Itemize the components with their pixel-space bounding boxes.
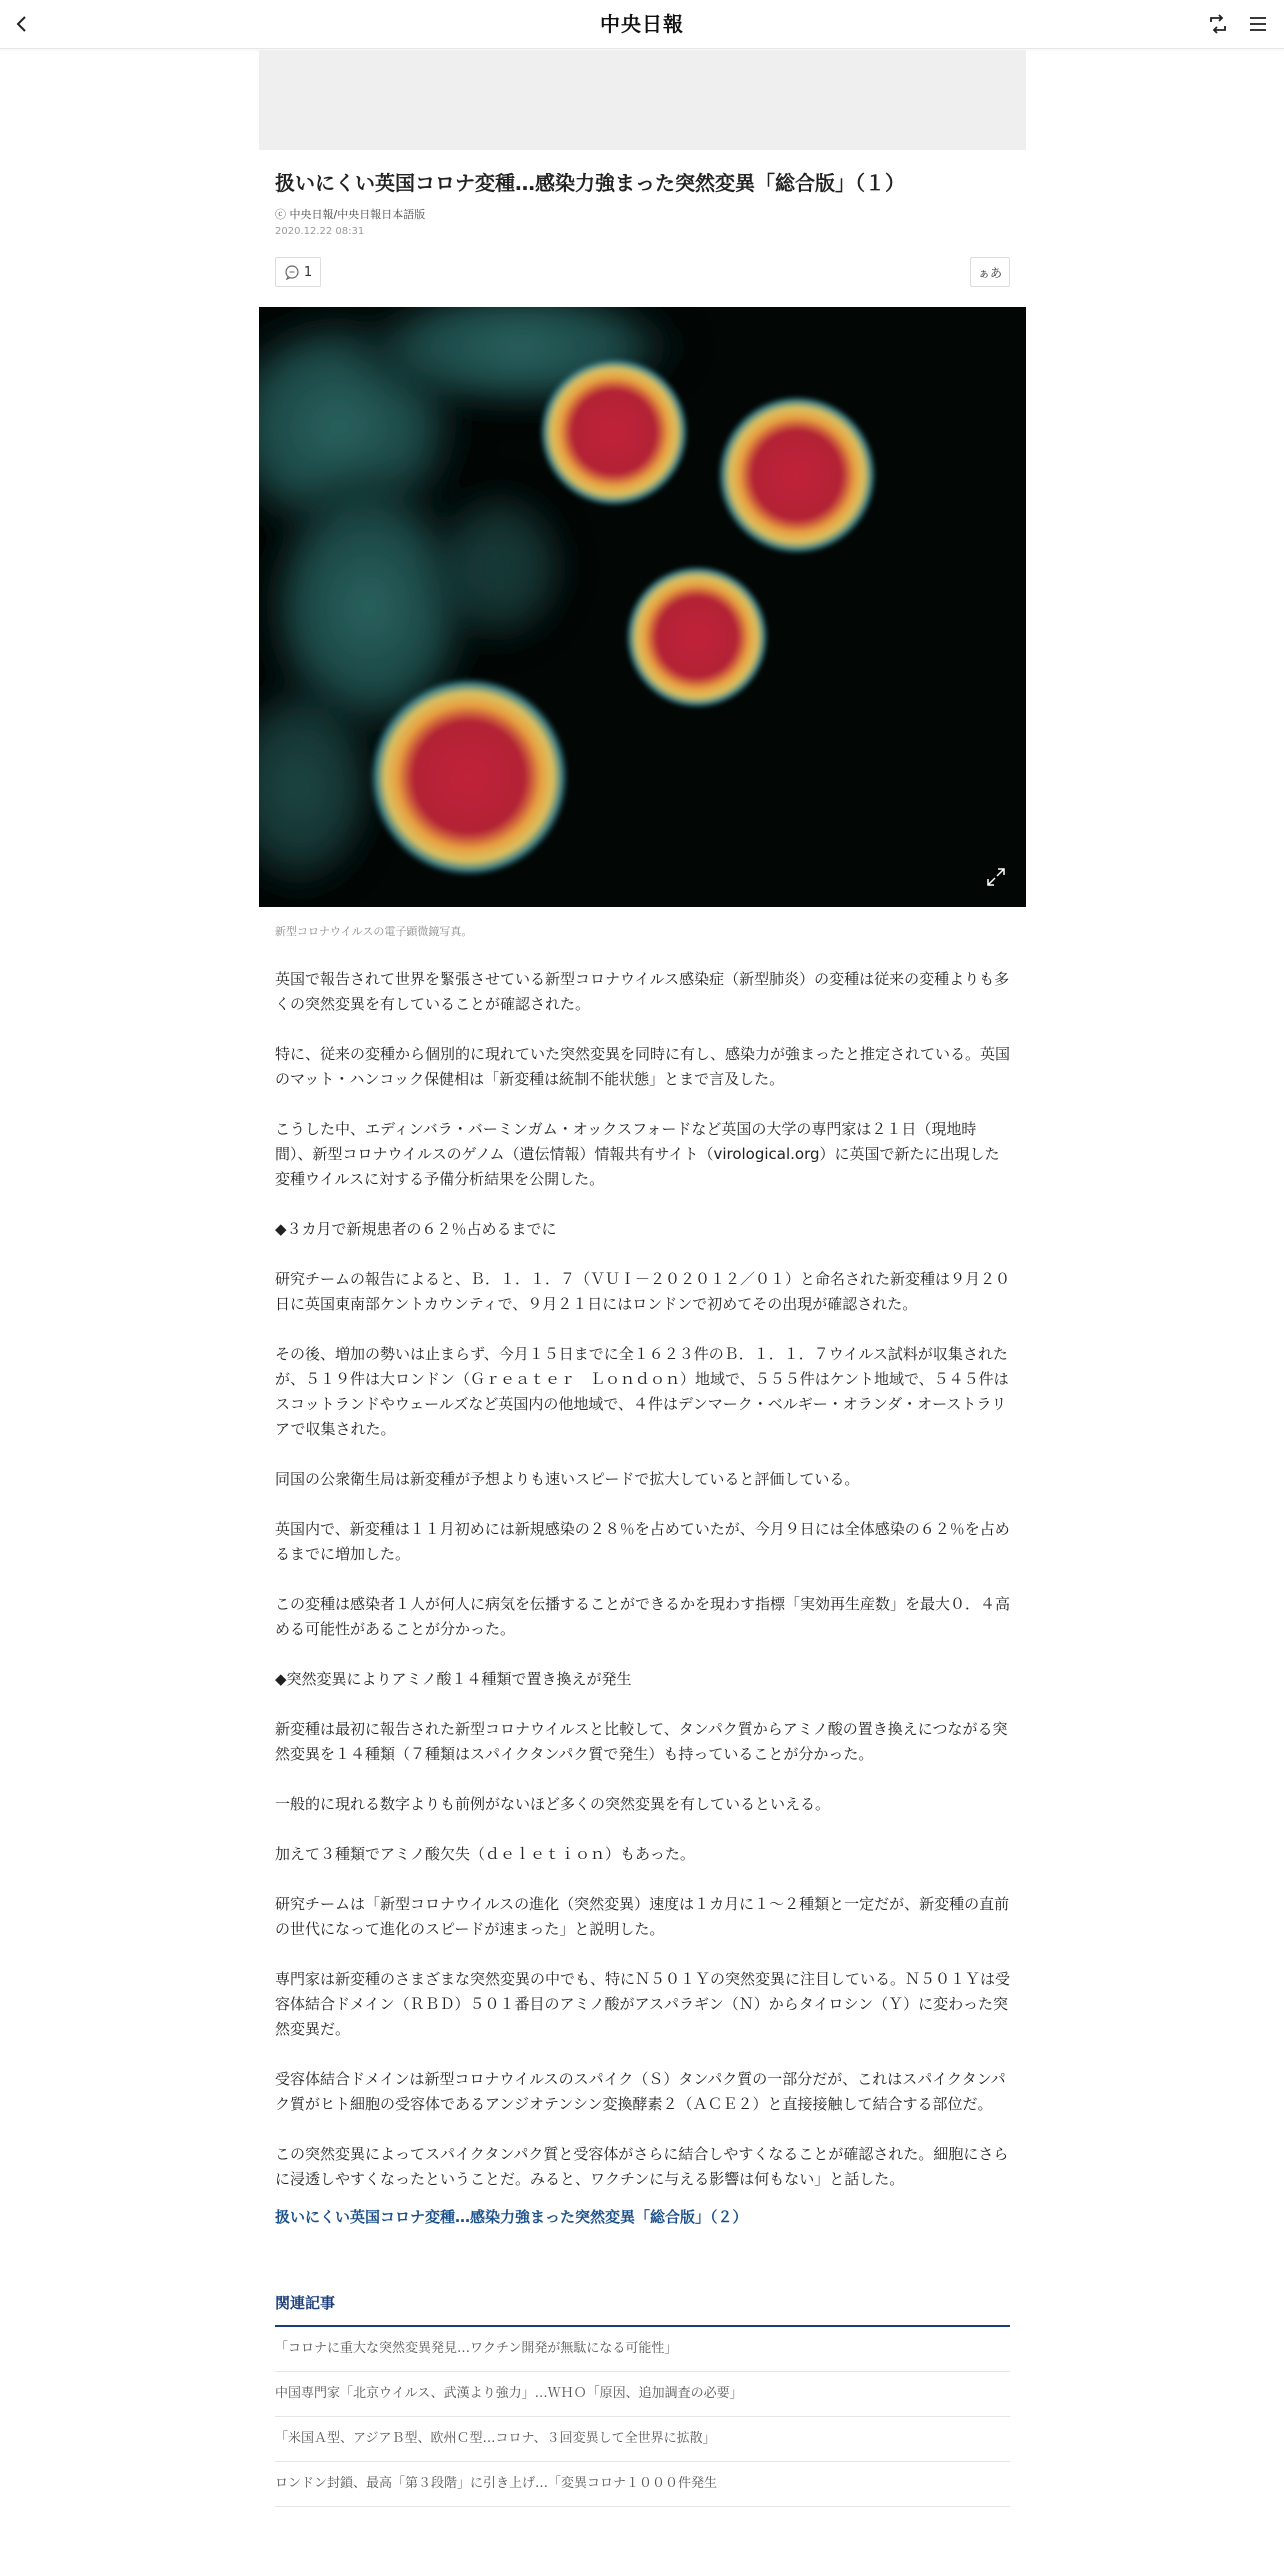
next-article-link[interactable]: 扱いにくい英国コロナ変種…感染力強まった突然変異「総合版」（２）	[275, 2208, 748, 2226]
font-size-button[interactable]	[970, 257, 1010, 287]
top-bar	[0, 0, 1284, 49]
paragraph: 英国で報告されて世界を緊張させている新型コロナウイルス感染症（新型肺炎）の変種は従来の変種よりも多くの突然変異を有していることが確認された。	[275, 970, 1010, 1013]
related-article-link[interactable]: 「米国Ａ型、アジアＢ型、欧州Ｃ型…コロナ、３回変異して全世界に拡散」	[275, 2417, 1010, 2462]
section-heading: ◆突然変異によりアミノ酸１４種類で置き換えが発生	[275, 1670, 632, 1688]
paragraph: 加えて３種類でアミノ酸欠失（ｄｅｌｅｔｉｏｎ）もあった。	[275, 1845, 695, 1863]
paragraph: 同国の公衆衛生局は新変種が予想よりも速いスピードで拡大していると評価している。	[275, 1470, 860, 1488]
related-articles-title: 関連記事	[275, 2292, 1010, 2327]
comment-icon	[284, 264, 300, 280]
paragraph: 英国内で、新変種は１１月初めには新規感染の２８％を占めていたが、今月９日には全体感染の６２％を占めるまでに増加した。	[275, 1520, 1010, 1563]
photo-caption: 新型コロナウイルスの電子顕微鏡写真。	[275, 925, 473, 938]
paragraph: 受容体結合ドメインは新型コロナウイルスのスパイク（Ｓ）タンパク質の一部分だが、これはスパイクタンパク質がヒト細胞の受容体であるアンジオテンシン変換酵素２（ＡＣＥ２）と直接接触して結合する部位だ。	[275, 2070, 1006, 2113]
article-toolbar	[275, 257, 1010, 287]
section-heading: ◆３カ月で新規患者の６２％占めるまでに	[275, 1220, 557, 1238]
expand-icon[interactable]	[986, 867, 1006, 887]
paragraph: 特に、従来の変種から個別的に現れていた突然変異を同時に有し、感染力が強まったと推定されている。英国のマット・ハンコック保健相は「新変種は統制不能状態」とまで言及した。	[275, 1045, 1011, 1088]
paragraph: 新変種は最初に報告された新型コロナウイルスと比較して、タンパク質からアミノ酸の置き換えにつながる突然変異を１４種類（７種類はスパイクタンパク質で発生）も持っていることが分かった。	[275, 1720, 1008, 1763]
paragraph: こうした中、エディンバラ・バーミンガム・オックスフォードなど英国の大学の専門家は２１日（現地時間）、新型コロナウイルスのゲノム（遺伝情報）情報共有サイト（virological.org）に英国で新たに出現した変種ウイルスに対する予備分析結果を公開した。	[275, 1120, 1000, 1188]
related-article-link[interactable]: 中国専門家「北京ウイルス、武漢より強力」…ＷＨＯ「原因、追加調査の必要」	[275, 2372, 1010, 2417]
brand-logo[interactable]: 中央日報	[600, 12, 684, 36]
article-container	[259, 50, 1026, 2507]
share-icon	[1208, 14, 1228, 34]
related-articles	[259, 2292, 1026, 2507]
paragraph: 研究チームの報告によると、Ｂ．１．１．７（ＶＵＩ－２０２０１２／０１）と命名された新変種は９月２０日に英国東南部ケントカウンティで、９月２１日にはロンドンで初めてその出現が確認された。	[275, 1270, 1011, 1313]
paragraph: この変種は感染者１人が何人に病気を伝播することができるかを現わす指標「実効再生産数」を最大０．４高める可能性があることが分かった。	[275, 1595, 1011, 1638]
article-body	[259, 967, 1026, 2230]
comment-button[interactable]	[275, 257, 321, 287]
font-size-label: ぁあ	[977, 265, 1002, 280]
paragraph: 研究チームは「新型コロナウイルスの進化（突然変異）速度は１カ月に１～２種類と一定だが、新変種の直前の世代になって進化のスピードが速まった」と説明した。	[275, 1895, 1010, 1938]
related-article-link[interactable]: 「コロナに重大な突然変異発見…ワクチン開発が無駄になる可能性」	[275, 2327, 1010, 2372]
article-title: 扱いにくい英国コロナ変種…感染力強まった突然変異「総合版」（１）	[275, 171, 905, 195]
virus-micrograph-image	[259, 307, 1026, 907]
paragraph: 一般的に現れる数字よりも前例がないほど多くの突然変異を有しているといえる。	[275, 1795, 831, 1813]
hamburger-menu-icon	[1248, 14, 1268, 34]
paragraph: その後、増加の勢いは止まらず、今月１５日までに全１６２３件のＢ．１．１．７ウイルス試料が収集されたが、５１９件は大ロンドン（Ｇｒｅａｔｅｒ Ｌｏｎｄｏｎ）地域で、５５５件はケント地域で、５４５件はスコットランドやウェールズなど英国内の他地域で、４件はデンマーク・ベルギー・オランダ・オーストラリアで収集された。	[275, 1345, 1009, 1438]
share-button[interactable]	[1202, 8, 1234, 40]
article-byline: ⓒ 中央日報/中央日報日本語版	[275, 208, 426, 221]
paragraph: 専門家は新変種のさまざまな突然変異の中でも、特にＮ５０１Ｙの突然変異に注目している。Ｎ５０１Ｙは受容体結合ドメイン（ＲＢＤ）５０１番目のアミノ酸がアスパラギン（Ｎ）からタイロシン（Ｙ）に変わった突然変異だ。	[275, 1970, 1011, 2038]
article-photo[interactable]	[259, 307, 1026, 907]
related-article-link[interactable]: ロンドン封鎖、最高「第３段階」に引き上げ…「変異コロナ１０００件発生	[275, 2462, 1010, 2507]
ad-banner[interactable]	[259, 50, 1026, 150]
menu-button[interactable]	[1242, 8, 1274, 40]
paragraph: この突然変異によってスパイクタンパク質と受容体がさらに結合しやすくなることが確認された。細胞にさらに浸透しやすくなったということだ。みると、ワクチンに与える影響は何もない」と話した。	[275, 2145, 1009, 2188]
comment-count: 1	[303, 264, 313, 280]
article-date: 2020.12.22 08:31	[275, 226, 365, 237]
